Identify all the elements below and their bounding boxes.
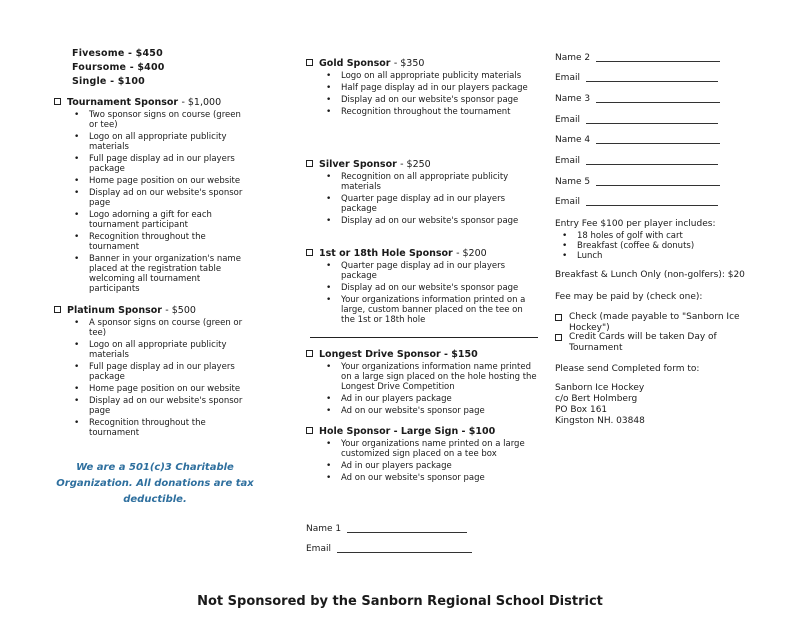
- entry-fee-text: Entry Fee $100 per player includes:: [555, 219, 716, 229]
- input-line[interactable]: [586, 81, 718, 82]
- longest-drive-benefits-list: [306, 362, 538, 416]
- silver-benefits-list: [306, 172, 538, 226]
- gold-sponsor-section: [306, 58, 538, 119]
- check-option[interactable]: Check (made payable to "Sanborn Ice Hockey"): [555, 312, 759, 334]
- list-item: • Breakfast (coffee & donuts): [577, 241, 777, 251]
- platinum-sponsor-section: [54, 305, 249, 440]
- list-item: • Recognition throughout the tournament: [341, 107, 538, 117]
- list-item: • Logo on all appropriate publicity materials: [341, 71, 538, 81]
- list-item: • Banner in your organization's name placed at the registration table welcoming all tournament participants: [89, 254, 249, 294]
- name1-input-line[interactable]: [347, 532, 467, 533]
- tournament-benefits-list: [54, 110, 249, 294]
- list-item: • Recognition throughout the tournament: [89, 232, 249, 252]
- list-item: • Your organizations information name printed on a large sign placed on the hole hosting the Longest Drive Competition: [341, 362, 538, 392]
- single-price: Single - $100: [72, 76, 145, 87]
- input-line[interactable]: [596, 102, 720, 103]
- email1-input-line[interactable]: [337, 552, 472, 553]
- list-item: • A sponsor signs on course (green or tee): [89, 318, 249, 338]
- hole-sponsor-section: [306, 248, 538, 327]
- email4-field[interactable]: Email: [555, 156, 718, 166]
- input-line[interactable]: [596, 143, 720, 144]
- list-item: • Lunch: [577, 251, 777, 261]
- list-item: • Home page position on our website: [89, 176, 249, 186]
- input-line[interactable]: [586, 123, 718, 124]
- list-item: • Display ad on our website's sponsor page: [341, 216, 538, 226]
- list-item: • 18 holes of golf with cart: [577, 231, 777, 241]
- list-item: • Full page display ad in our players package: [89, 362, 249, 382]
- list-item: • Logo on all appropriate publicity materials: [89, 132, 249, 152]
- email1-field[interactable]: Email: [306, 544, 472, 554]
- disclaimer-footer: Not Sponsored by the Sanborn Regional School District: [197, 594, 603, 609]
- card-option[interactable]: Credit Cards will be taken Day of Tournament: [555, 332, 759, 354]
- list-item: • Logo adorning a gift for each tournament participant: [89, 210, 249, 230]
- list-item: • Display ad on our website's sponsor page: [89, 188, 249, 208]
- name3-field[interactable]: Name 3: [555, 94, 720, 104]
- large-sign-section: [306, 426, 538, 485]
- tournament-sponsor-heading: Tournament Sponsor - $1,000: [54, 97, 249, 108]
- list-item: • Display ad on our website's sponsor page: [341, 283, 538, 293]
- list-item: • Half page display ad in our players package: [341, 83, 538, 93]
- list-item: • Quarter page display ad in our players package: [341, 261, 538, 281]
- checkbox[interactable]: [54, 98, 61, 105]
- mailing-address: Sanborn Ice Hockey c/o Bert Holmberg PO Box 161 Kingston NH. 03848: [555, 383, 645, 426]
- list-item: • Recognition throughout the tournament: [89, 418, 249, 438]
- list-item: • Recognition on all appropriate publicity materials: [341, 172, 538, 192]
- input-line[interactable]: [596, 185, 720, 186]
- checkbox[interactable]: [306, 59, 313, 66]
- gold-benefits-list: [306, 71, 538, 117]
- silver-sponsor-section: [306, 159, 538, 228]
- longest-drive-section: [306, 349, 538, 418]
- name2-field[interactable]: Name 2: [555, 53, 720, 63]
- entry-fee-list: [555, 231, 777, 261]
- list-item: • Full page display ad in our players package: [89, 154, 249, 174]
- list-item: • Display ad on our website's sponsor page: [341, 95, 538, 105]
- silver-sponsor-heading: Silver Sponsor - $250: [306, 159, 538, 170]
- name5-field[interactable]: Name 5: [555, 177, 720, 187]
- checkbox[interactable]: [54, 306, 61, 313]
- checkbox[interactable]: [306, 249, 313, 256]
- list-item: • Logo on all appropriate publicity materials: [89, 340, 249, 360]
- email2-field[interactable]: Email: [555, 73, 718, 83]
- email5-field[interactable]: Email: [555, 197, 718, 207]
- checkbox[interactable]: [306, 350, 313, 357]
- input-line[interactable]: [596, 61, 720, 62]
- checkbox[interactable]: [555, 334, 562, 341]
- checkbox[interactable]: [306, 160, 313, 167]
- name1-field[interactable]: Name 1: [306, 524, 467, 534]
- list-item: • Ad on our website's sponsor page: [341, 473, 538, 483]
- large-sign-heading: Hole Sponsor - Large Sign - $100: [306, 426, 538, 437]
- fivesome-price: Fivesome - $450: [72, 48, 163, 59]
- input-line[interactable]: [586, 164, 718, 165]
- platinum-sponsor-heading: Platinum Sponsor - $500: [54, 305, 249, 316]
- list-item: • Ad on our website's sponsor page: [341, 406, 538, 416]
- input-line[interactable]: [586, 205, 718, 206]
- fee-paid-text: Fee may be paid by (check one):: [555, 292, 703, 302]
- list-item: • Home page position on our website: [89, 384, 249, 394]
- breakfast-only-text: Breakfast & Lunch Only (non-golfers): $20: [555, 270, 745, 280]
- list-item: • Your organizations name printed on a large customized sign placed on a tee box: [341, 439, 538, 459]
- send-form-text: Please send Completed form to:: [555, 364, 700, 374]
- checkbox[interactable]: [306, 427, 313, 434]
- list-item: • Your organizations information printed on a large, custom banner placed on the tee on the 1st or 18th hole: [341, 295, 538, 325]
- name4-field[interactable]: Name 4: [555, 135, 720, 145]
- tax-deductible-note: We are a 501(c)3 Charitable Organization. All donations are tax deductible.: [56, 462, 254, 505]
- foursome-price: Foursome - $400: [72, 62, 165, 73]
- hole-benefits-list: [306, 261, 538, 325]
- large-sign-benefits-list: [306, 439, 538, 483]
- list-item: • Display ad on our website's sponsor page: [89, 396, 249, 416]
- list-item: • Two sponsor signs on course (green or tee): [89, 110, 249, 130]
- section-divider: [310, 337, 538, 338]
- list-item: • Ad in our players package: [341, 394, 538, 404]
- gold-sponsor-heading: Gold Sponsor - $350: [306, 58, 538, 69]
- email3-field[interactable]: Email: [555, 115, 718, 125]
- checkbox[interactable]: [555, 314, 562, 321]
- list-item: • Ad in our players package: [341, 461, 538, 471]
- list-item: • Quarter page display ad in our players package: [341, 194, 538, 214]
- longest-drive-heading: Longest Drive Sponsor - $150: [306, 349, 538, 360]
- hole-sponsor-heading: 1st or 18th Hole Sponsor - $200: [306, 248, 538, 259]
- tournament-sponsor-section: [54, 97, 249, 296]
- platinum-benefits-list: [54, 318, 249, 438]
